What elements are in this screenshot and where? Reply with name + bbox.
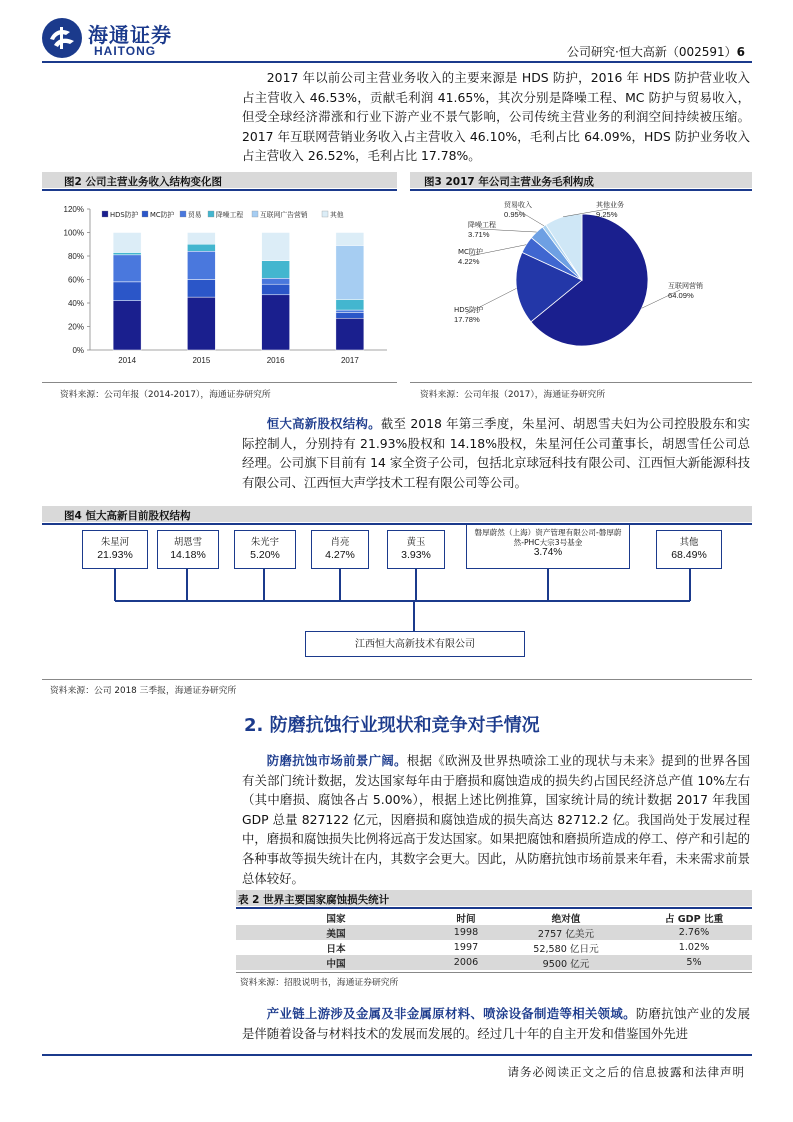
market-paragraph — [242, 751, 750, 888]
table-cell: 1.02% — [678, 942, 710, 953]
shareholder-box — [157, 530, 219, 569]
pie-label-value: 4.22% — [458, 257, 480, 266]
logo-chinese-name: 海通证券 — [88, 23, 172, 47]
y-tick-label: 0% — [72, 346, 84, 355]
pie-label-value: 64.09% — [668, 291, 694, 300]
shareholder-pct: 68.49% — [671, 549, 707, 561]
legend-swatch — [252, 211, 258, 217]
legend-label: 其他 — [330, 211, 344, 219]
bar-segment — [113, 252, 141, 254]
figure3-source-line — [410, 382, 752, 383]
legend-label: 贸易 — [188, 211, 202, 219]
figure4-title: 图4 恒大高新目前股权结构 — [64, 510, 191, 522]
figure2-source: 资料来源：公司年报（2014-2017），海通证券研究所 — [60, 390, 271, 400]
bar-segment — [187, 251, 215, 279]
shareholder-box — [234, 530, 296, 569]
y-tick-label: 40% — [67, 299, 84, 308]
pie-label-name: 互联网营销 — [668, 282, 703, 290]
bar-segment — [336, 312, 364, 318]
table2-source-line — [236, 972, 752, 973]
table-cell: 日本 — [326, 943, 346, 955]
footer-disclaimer: 请务必阅读正文之后的信息披露和法律声明 — [507, 1065, 745, 1079]
header-report-title — [567, 43, 745, 60]
company-box: 江西恒大高新技术有限公司 — [305, 631, 525, 657]
figure3-title: 图3 2017 年公司主营业务毛利构成 — [424, 176, 594, 188]
legend-swatch — [102, 211, 108, 217]
figure4-source-line — [42, 679, 752, 680]
market-paragraph-body: 根据《欧洲及世界热喷涂工业的现状与未来》提到的世界各国有关部门统计数据，发达国家每年由于磨损和腐蚀造成的损失约占国民经济总产值 10%左右（其中磨损、腐蚀各占 5.00%），根据上述比例推算，国家统计局的统计数据 2017 年我国 GDP 总量 827122 亿元，因磨损和腐蚀造成的损失高达 82712.2 亿。我国尚处于发展过程中，磨损和腐蚀损失比例将远高于发达国家。如果把腐蚀和磨损所造成的停工、停产和引起的各种事故等损失统计在内，其数字会更大。因此，从防磨抗蚀市场前景来年看，未来需求前景总体较好。 — [242, 753, 751, 886]
shareholder-pct: 5.20% — [250, 549, 280, 561]
shareholder-name: 其他 — [679, 537, 699, 548]
y-tick-label: 80% — [67, 252, 84, 261]
header-report-label: 公司研究·恒大高新（002591） — [567, 45, 737, 59]
bar-segment — [336, 233, 364, 246]
figure3-source: 资料来源：公司年报（2017），海通证券研究所 — [420, 390, 606, 400]
shareholder-box — [466, 524, 630, 569]
bar-segment — [336, 299, 364, 310]
shareholder-pct: 3.93% — [401, 549, 431, 561]
equity-paragraph-lead: 恒大高新股权结构。 — [266, 416, 381, 431]
x-tick-label: 2016 — [266, 356, 285, 365]
bar-segment — [113, 255, 141, 282]
table2-title: 表 2 世界主要国家腐蚀损失统计 — [238, 894, 390, 906]
shareholder-box — [82, 530, 148, 569]
shareholder-name: 磐厚蔚然（上海）资产管理有限公司-磐厚蔚然-PHC大宗3号基金 — [474, 528, 622, 547]
table2-source: 资料来源：招股说明书，海通证券研究所 — [240, 978, 399, 988]
table-cell: 1998 — [436, 925, 496, 940]
table-header-cell: 占 GDP 比重 — [664, 913, 724, 925]
shareholder-name: 胡恩雪 — [173, 537, 203, 548]
industry-paragraph-lead: 产业链上游涉及金属及非金属原材料、喷涂设备制造等相关领域。 — [266, 1006, 636, 1021]
footer-divider — [42, 1054, 752, 1056]
bar-segment — [262, 233, 290, 261]
figure4-source: 资料来源：公司 2018 三季报，海通证券研究所 — [50, 686, 237, 696]
legend-swatch — [180, 211, 186, 217]
legend-label: 降噪工程 — [216, 211, 244, 219]
pie-label-value: 3.71% — [468, 230, 490, 239]
industry-paragraph — [242, 1004, 750, 1043]
page-number: 6 — [736, 45, 745, 59]
pie-label-name: MC防护 — [458, 248, 483, 256]
figure2-bar-chart — [42, 195, 397, 370]
legend-swatch — [208, 211, 214, 217]
shareholder-pct: 21.93% — [97, 549, 133, 561]
table-header-cell: 国家 — [326, 913, 346, 925]
y-tick-label: 60% — [67, 275, 84, 285]
bar-segment — [262, 284, 290, 295]
y-tick-label: 20% — [67, 322, 84, 332]
pie-label-name: 贸易收入 — [504, 201, 532, 209]
pie-label-name: 其他业务 — [596, 201, 624, 209]
logo-english-name: HAITONG — [94, 44, 157, 58]
x-tick-label: 2014 — [118, 356, 137, 365]
table-row — [236, 955, 752, 970]
bar-segment — [113, 301, 141, 350]
table-header-cell: 绝对值 — [551, 913, 581, 925]
figure3-pie-chart — [410, 192, 752, 372]
table-cell: 2757 亿美元 — [496, 925, 636, 940]
bar-segment — [336, 310, 364, 312]
figure2-title-underline — [42, 189, 397, 191]
bar-segment — [187, 233, 215, 245]
table-cell: 美国 — [236, 925, 436, 940]
section2-heading: 2. 防磨抗蚀行业现状和竞争对手情况 — [244, 715, 540, 736]
industry-paragraph-body: 防磨抗蚀产业的发展是伴随着设备与材料技术的发展而发展的。经过几十年的自主开发和借鉴国外先进 — [242, 1006, 751, 1041]
table-header-row — [236, 910, 752, 925]
legend-label: 互联网广告营销 — [260, 211, 308, 219]
legend-label: HDS防护 — [110, 211, 139, 219]
table-row — [236, 925, 752, 940]
table-cell: 1997 — [453, 942, 479, 953]
shareholder-pct: 3.74% — [533, 547, 563, 558]
market-paragraph-lead: 防磨抗蚀市场前景广阔。 — [266, 753, 407, 768]
figure2-source-line — [42, 382, 397, 383]
equity-paragraph — [242, 414, 750, 492]
pie-label-value: 17.78% — [454, 315, 480, 324]
shareholder-name: 朱光宇 — [250, 537, 280, 548]
intro-paragraph: 2017 年以前公司主营业务收入的主要来源是 HDS 防护，2016 年 HDS 防护营业收入占主营收入 46.53%，贡献毛利润 41.65%，其次分别是降噪工程、MC 防护与贸易收入，但受全球经济滞涨和行业下游产业不景气影响，公司传统主营业务的利润空间持续被压缩。2017 年互联网营销业务收入占主营收入 46.10%，毛利占比 64.09%，HDS 防护业务收入占主营收入 26.52%，毛利占比 17.78%。 — [242, 70, 750, 164]
pie-label-value: 0.95% — [504, 210, 526, 219]
shareholder-pct: 4.27% — [325, 549, 355, 561]
bar-segment — [262, 278, 290, 284]
table-cell: 52,580 亿日元 — [533, 943, 599, 955]
table-row — [236, 940, 752, 955]
legend-swatch — [322, 211, 328, 217]
shareholder-box — [311, 530, 369, 569]
pie-label-value: 9.25% — [596, 210, 618, 219]
table-cell: 2006 — [436, 955, 496, 970]
legend-swatch — [142, 211, 148, 217]
y-tick-label: 100% — [63, 228, 84, 238]
equity-paragraph-body: 截至 2018 年第三季度，朱星河、胡恩雪夫妇为公司控股股东和实际控制人，分别持有 21.93%股权和 14.18%股权，朱星河任公司董事长，胡恩雪任公司总经理。公司旗下目前有 14 家全资子公司，包括北京球冠科技有限公司、江西恒大新能源科技有限公司、江西恒大声学技术工程有限公司等公司。 — [242, 416, 750, 490]
bar-segment — [113, 233, 141, 253]
bar-segment — [262, 295, 290, 350]
figure3-title-underline — [410, 189, 752, 191]
shareholder-pct: 14.18% — [170, 549, 206, 561]
x-tick-label: 2015 — [192, 356, 211, 365]
bar-segment — [187, 297, 215, 350]
pie-label-name: HDS防护 — [454, 306, 484, 314]
shareholder-box — [387, 530, 445, 569]
pie-label-name: 降噪工程 — [468, 221, 496, 229]
bar-segment — [187, 244, 215, 251]
bar-segment — [113, 282, 141, 301]
shareholder-box — [656, 530, 722, 569]
shareholder-name: 黄玉 — [406, 537, 426, 548]
bar-segment — [262, 261, 290, 279]
header-divider — [42, 61, 752, 63]
y-tick-label: 120% — [63, 205, 84, 214]
bar-segment — [336, 245, 364, 299]
bar-segment — [336, 318, 364, 350]
figure2-title: 图2 公司主营业务收入结构变化图 — [64, 176, 222, 188]
table-cell: 5% — [636, 955, 752, 970]
table-header-cell: 时间 — [456, 913, 476, 925]
table-cell: 2.76% — [636, 925, 752, 940]
x-tick-label: 2017 — [340, 356, 359, 365]
table-cell: 中国 — [236, 955, 436, 970]
legend-label: MC防护 — [150, 211, 175, 219]
haitong-logo-icon — [42, 18, 82, 58]
table-cell: 9500 亿元 — [496, 955, 636, 970]
shareholder-name: 朱星河 — [100, 537, 130, 548]
table2-title-underline — [236, 907, 752, 909]
shareholder-name: 肖亮 — [330, 537, 350, 548]
loss-statistics-table — [236, 910, 752, 970]
bar-segment — [187, 280, 215, 298]
